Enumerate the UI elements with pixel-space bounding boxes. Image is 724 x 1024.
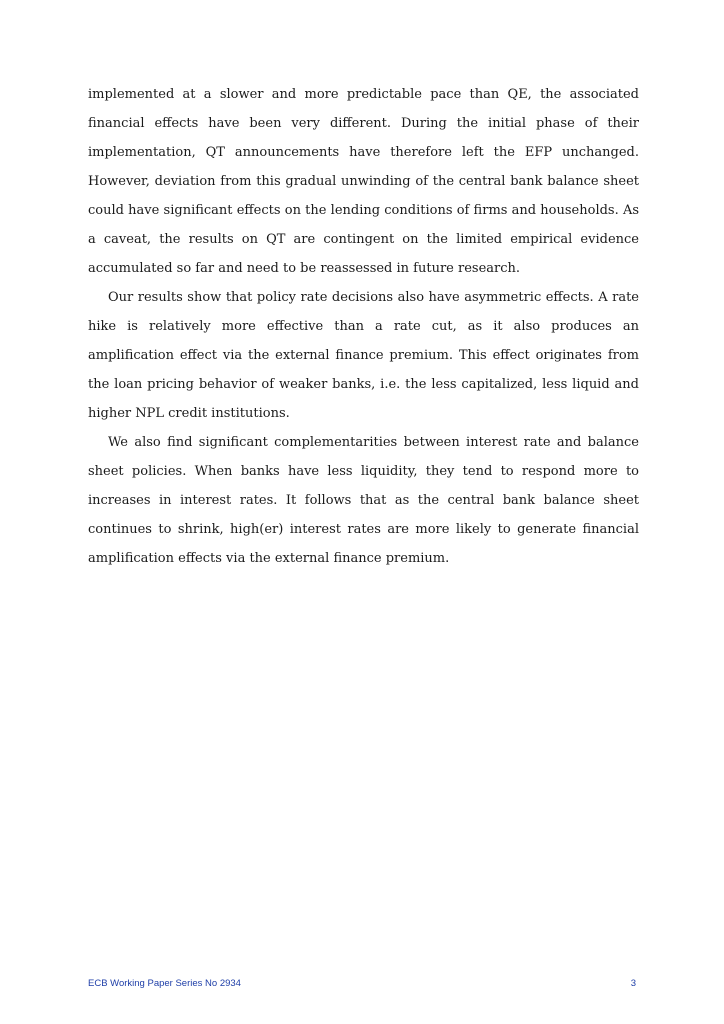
footer-page-number: 3	[630, 978, 636, 989]
paragraph-continuation: implemented at a slower and more predictable pace than QE, the associated financial effects have been very different. During the initial phase of their implementation, QT announcements have therefore left the EFP unchanged. However, deviation from this gradual unwinding of the central bank balance sheet could have significant effects on the lending conditions of firms and households. As a caveat, the results on QT are contingent on the limited empirical evidence accumulated so far and need to be reassessed in future research.	[88, 87, 639, 276]
paragraph-complementarities: We also find significant complementarities between interest rate and balance sheet policies. When banks have less liquidity, they tend to respond more to increases in interest rates. It follows that as the central bank balance sheet continues to shrink, high(er) interest rates are more likely to generate financial amplification effects via the external finance premium.	[88, 435, 639, 566]
paragraph-policy-rate-asymmetry: Our results show that policy rate decisions also have asymmetric effects. A rate hike is relatively more effective than a rate cut, as it also produces an amplification effect via the external finance premium. This effect originates from the loan pricing behavior of weaker banks, i.e. the less capitalized, less liquid and higher NPL credit institutions.	[88, 290, 639, 421]
body-text	[88, 80, 639, 573]
footer-series-label: ECB Working Paper Series No 2934	[88, 978, 241, 989]
